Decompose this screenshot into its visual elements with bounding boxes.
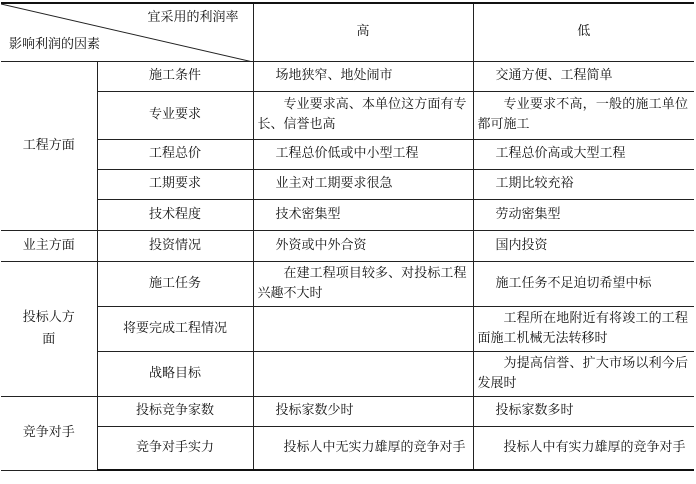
low-cell: 专业要求不高，一般的施工单位都可施工 xyxy=(473,91,694,139)
group-bidder: 投标人方面 xyxy=(22,309,75,347)
factor-cell: 施工任务 xyxy=(97,261,253,306)
group-engineering: 工程方面 xyxy=(1,61,97,230)
diagonal-header-cell xyxy=(1,3,253,61)
table-row xyxy=(1,261,694,306)
high-cell: 投标家数少时 xyxy=(253,396,473,426)
factor-cell: 专业要求 xyxy=(97,91,253,139)
group-owner: 业主方面 xyxy=(1,230,97,261)
table-row xyxy=(1,396,694,426)
factor-cell: 工期要求 xyxy=(97,169,253,199)
high-cell xyxy=(253,306,473,351)
factor-cell: 工程总价 xyxy=(97,139,253,169)
high-cell: 技术密集型 xyxy=(253,199,473,230)
table-row xyxy=(1,91,694,139)
table-row xyxy=(1,199,694,230)
group-competition: 竞争对手 xyxy=(1,396,97,470)
table-row xyxy=(1,426,694,470)
table-row xyxy=(1,139,694,169)
low-cell: 国内投资 xyxy=(473,230,694,261)
low-cell: 工程总价高或大型工程 xyxy=(473,139,694,169)
high-cell: 外资或中外合资 xyxy=(253,230,473,261)
high-cell: 投标人中无实力雄厚的竞争对手 xyxy=(253,426,473,470)
high-cell: 场地狭窄、地处闹市 xyxy=(253,61,473,91)
low-cell: 工期比较充裕 xyxy=(473,169,694,199)
rate-header-label: 宜采用的利润率 xyxy=(147,10,239,25)
high-cell xyxy=(253,351,473,396)
high-cell: 工程总价低或中小型工程 xyxy=(253,139,473,169)
low-cell: 投标家数多时 xyxy=(473,396,694,426)
factor-cell: 技术程度 xyxy=(97,199,253,230)
factor-cell: 竞争对手实力 xyxy=(97,426,253,470)
low-cell: 工程所在地附近有将竣工的工程面施工机械无法转移时 xyxy=(473,306,694,351)
factor-cell: 将要完成工程情况 xyxy=(97,306,253,351)
high-cell: 在建工程项目较多、对投标工程兴趣不大时 xyxy=(253,261,473,306)
low-column-header: 低 xyxy=(473,3,694,61)
low-cell: 施工任务不足迫切希望中标 xyxy=(473,261,694,306)
table-row xyxy=(1,61,694,91)
factor-header-label: 影响利润的因素 xyxy=(9,36,101,52)
header-row xyxy=(1,3,694,61)
factor-cell: 施工条件 xyxy=(97,61,253,91)
low-cell: 交通方便、工程简单 xyxy=(473,61,694,91)
factor-cell: 战略目标 xyxy=(97,351,253,396)
table-row xyxy=(1,306,694,351)
table-row xyxy=(1,230,694,261)
high-column-header: 高 xyxy=(253,3,473,61)
table-row xyxy=(1,169,694,199)
low-cell: 劳动密集型 xyxy=(473,199,694,230)
table-row xyxy=(1,351,694,396)
low-cell: 为提高信誉、扩大市场以利今后发展时 xyxy=(473,351,694,396)
profit-rate-table xyxy=(1,2,694,471)
factor-cell: 投资情况 xyxy=(97,230,253,261)
group-bidder-cell xyxy=(1,261,97,396)
high-cell: 业主对工期要求很急 xyxy=(253,169,473,199)
high-cell: 专业要求高、本单位这方面有专长、信誉也高 xyxy=(253,91,473,139)
factor-cell: 投标竞争家数 xyxy=(97,396,253,426)
low-cell: 投标人中有实力雄厚的竞争对手 xyxy=(473,426,694,470)
